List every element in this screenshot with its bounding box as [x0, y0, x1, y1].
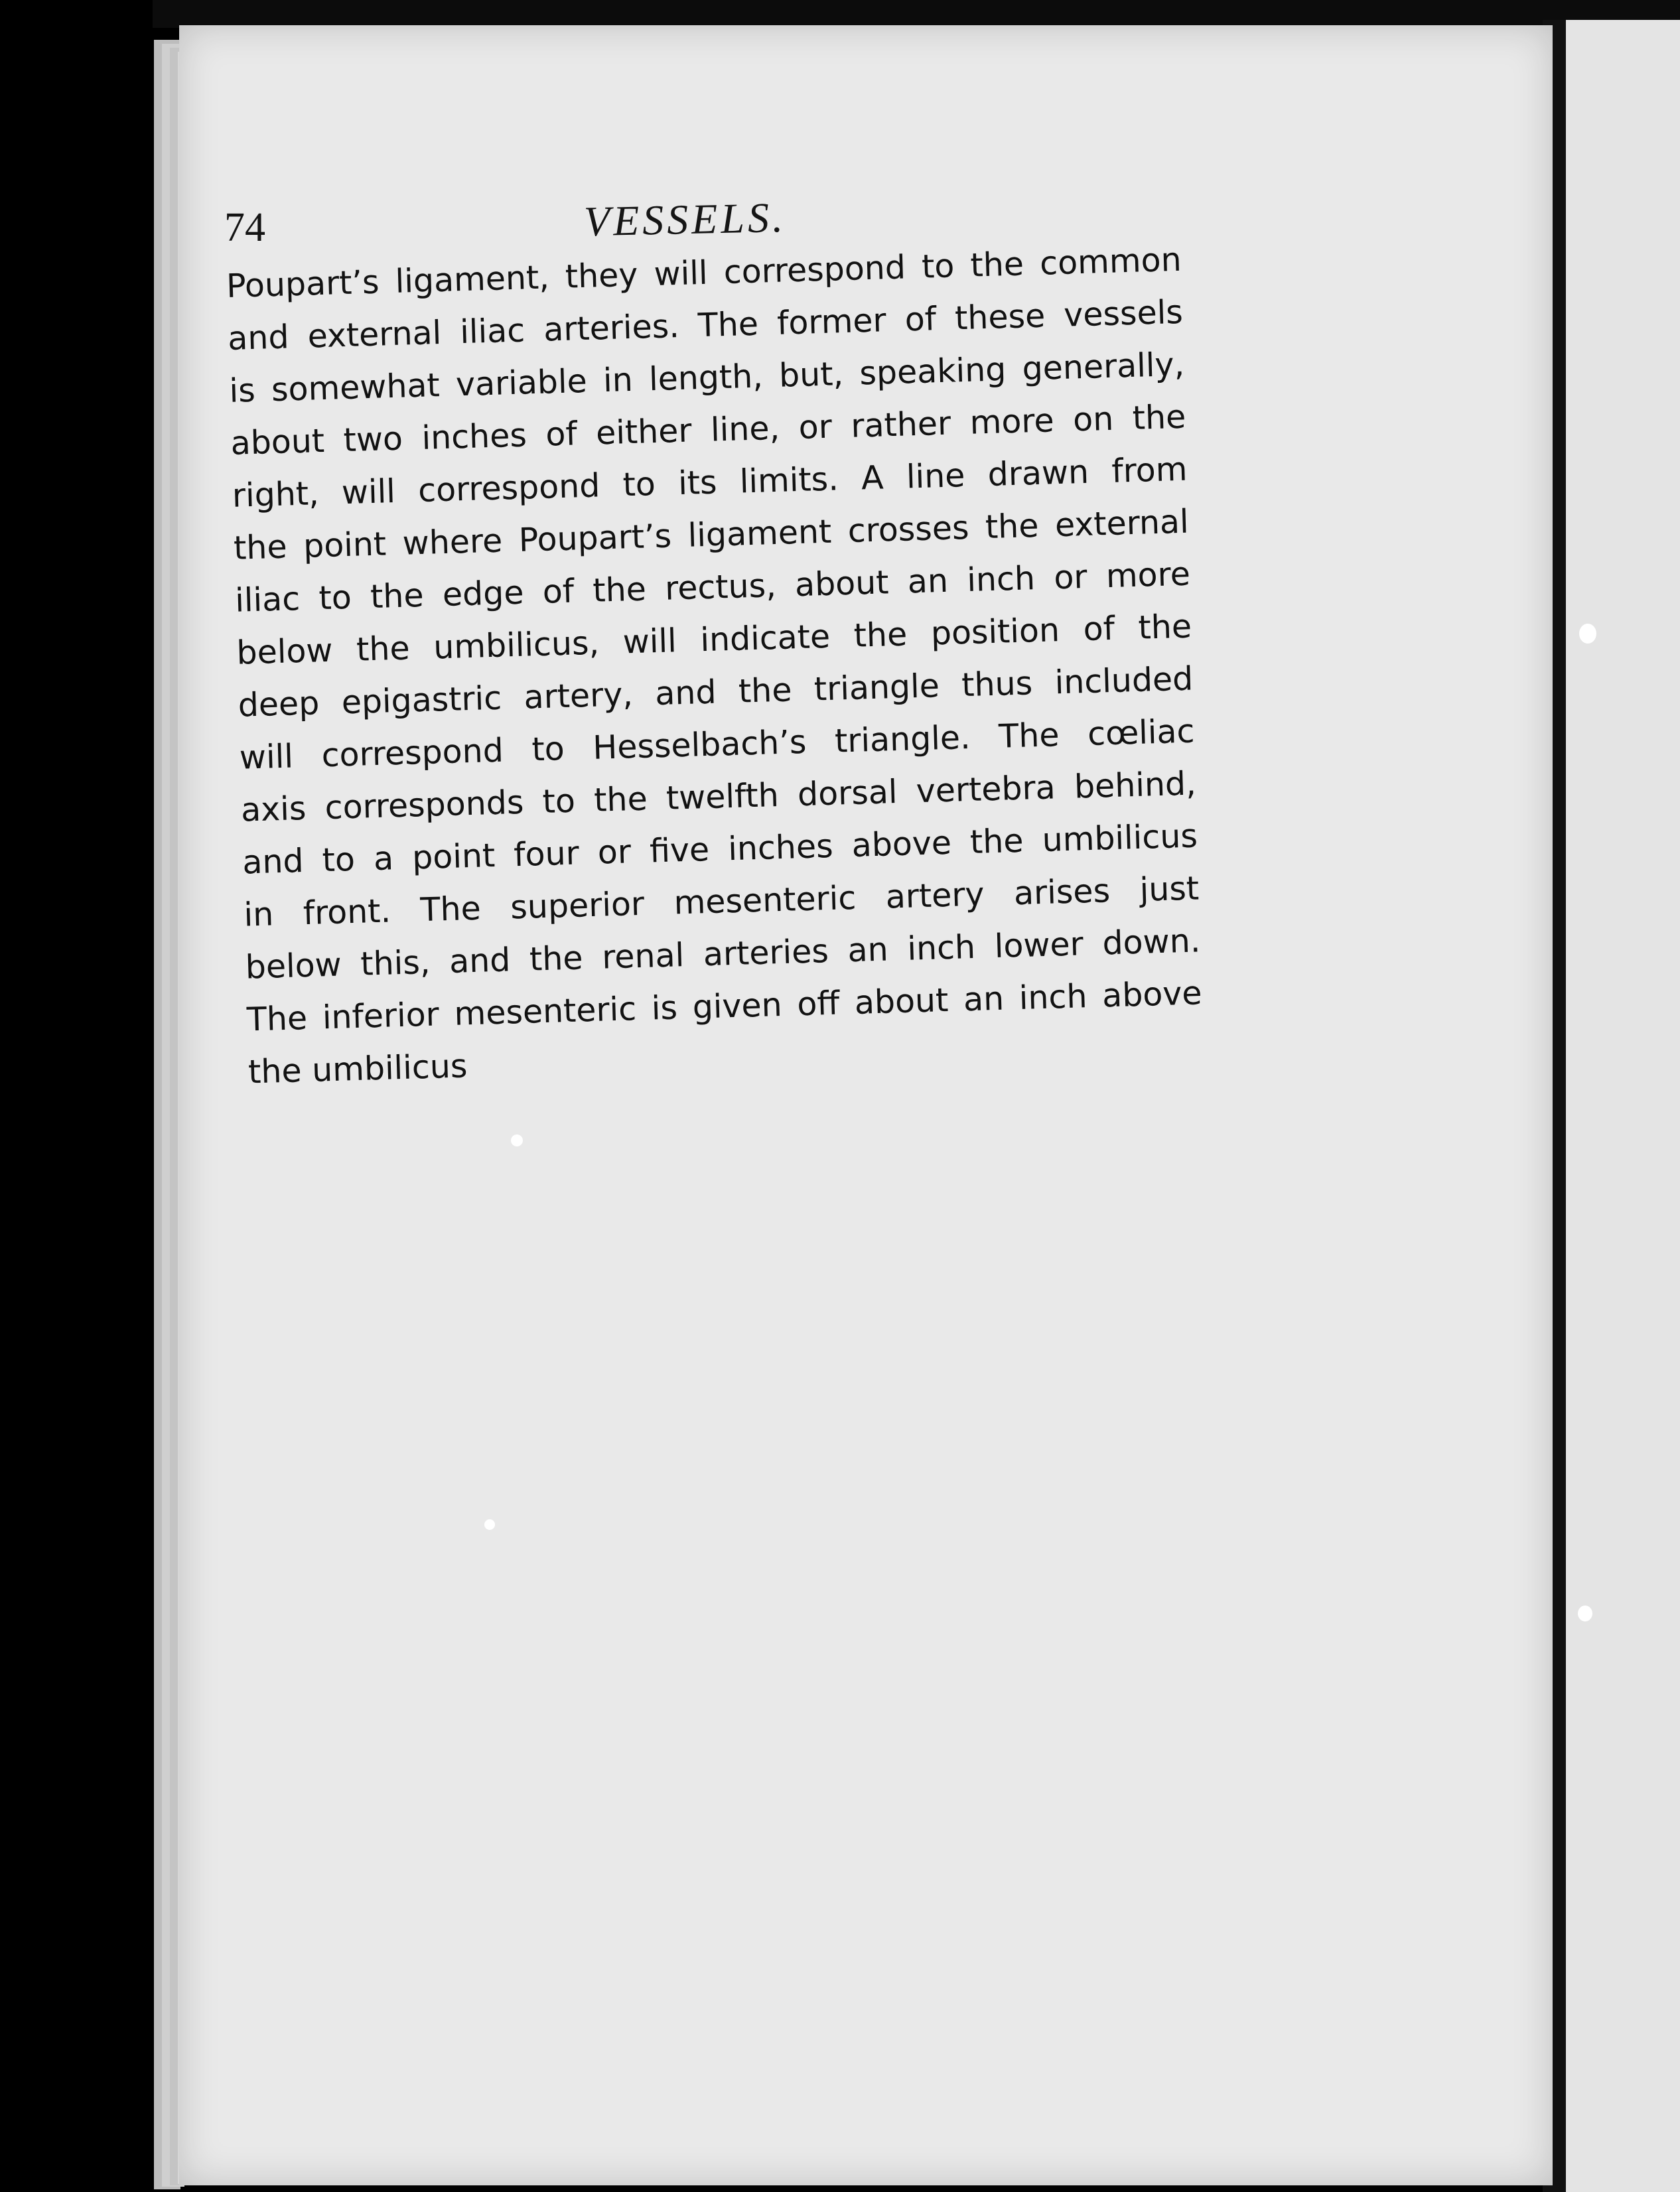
text-line: below this, and the renal arteries an inch lower down.	[244, 922, 1202, 987]
scan-top-border	[153, 0, 1680, 28]
facing-page-edge	[1566, 20, 1680, 2192]
text-line: below the umbilicus, will indicate the position of the	[236, 607, 1192, 672]
body-paragraph	[226, 233, 1218, 1098]
scan-speck	[1579, 624, 1596, 644]
text-line: the umbilicus	[247, 1047, 468, 1091]
scan-speck	[484, 1519, 495, 1530]
page-number: 74	[224, 205, 265, 250]
text-line: deep epigastric artery, and the triangle thus included	[237, 659, 1194, 724]
text-line: right, will correspond to its limits. A line drawn from	[232, 450, 1188, 515]
text-line: iliac to the edge of the rectus, about an inch or more	[234, 555, 1191, 620]
text-line: and external iliac arteries. The former of these vessels	[227, 293, 1184, 358]
scan-speck	[511, 1134, 523, 1146]
running-head: VESSELS.	[583, 193, 787, 245]
text-line: axis corresponds to the twelfth dorsal vertebra behind,	[240, 764, 1197, 829]
text-line: Poupart’s ligament, they will correspond to the common	[226, 240, 1182, 305]
text-line: in front. The superior mesenteric artery arises just	[243, 869, 1200, 934]
text-line: will correspond to Hesselbach’s triangle. The cœliac	[239, 712, 1196, 777]
scan-speck	[1578, 1606, 1592, 1621]
text-line: about two inches of either line, or rather more on the	[230, 397, 1186, 462]
text-line: is somewhat variable in length, but, speaking generally,	[228, 345, 1185, 410]
text-line: and to a point four or five inches above the umbilicus	[242, 817, 1198, 882]
text-line: The inferior mesenteric is given off about an inch above	[246, 974, 1203, 1039]
text-line: the point where Poupart’s ligament crosses the external	[233, 502, 1190, 567]
